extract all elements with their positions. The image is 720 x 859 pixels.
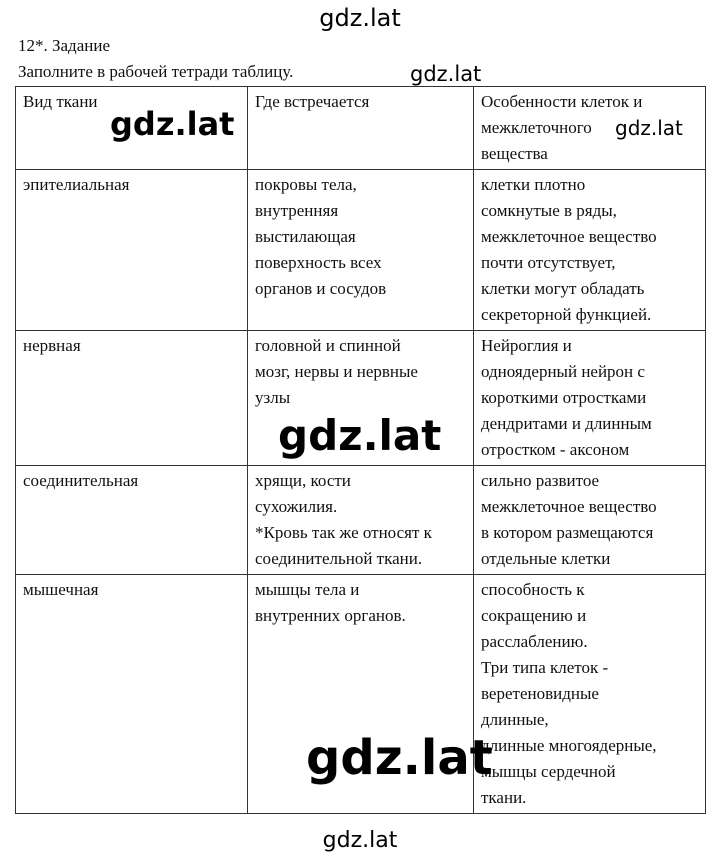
cell-text-line: длинные многоядерные, — [481, 736, 657, 755]
location-cell — [248, 466, 474, 575]
cell-text-line: органов и сосудов — [255, 279, 387, 298]
cell-text-line: сильно развитое — [481, 471, 600, 490]
cell-text-line: Три типа клеток - — [481, 658, 609, 677]
tissue-type-cell — [16, 170, 248, 331]
table-row — [16, 466, 706, 575]
cell-text-line: *Кровь так же относят к — [255, 523, 432, 542]
cell-text-line: отростком - аксоном — [481, 440, 630, 459]
tissue-type-cell — [16, 575, 248, 814]
cell-text-line: вещества — [481, 144, 548, 163]
cell-text-line: одноядерный нейрон с — [481, 362, 645, 381]
watermark-column-3: gdz.lat — [615, 116, 683, 140]
tissue-type-cell — [16, 466, 248, 575]
cell-text-line: длинные, — [481, 710, 549, 729]
cell-text-line: соединительная — [23, 471, 139, 490]
features-cell — [474, 575, 706, 814]
location-cell — [248, 170, 474, 331]
cell-text-line: мышечная — [23, 580, 99, 599]
watermark-bottom: gdz.lat — [322, 828, 398, 853]
cell-text-line: почти отсутствует, — [481, 253, 616, 272]
features-cell — [474, 331, 706, 466]
cell-text-line: ткани. — [481, 788, 527, 807]
cell-text-line: покровы тела, — [255, 175, 357, 194]
features-cell — [474, 170, 706, 331]
cell-text-line: отдельные клетки — [481, 549, 611, 568]
cell-text-line: соединительной ткани. — [255, 549, 423, 568]
cell-text-line: узлы — [255, 388, 291, 407]
cell-text-line: сухожилия. — [255, 497, 338, 516]
features-cell — [474, 466, 706, 575]
watermark-middle: gdz.lat — [278, 411, 442, 460]
cell-text-line: расслаблению. — [481, 632, 588, 651]
cell-text-line: сомкнутые в ряды, — [481, 201, 617, 220]
cell-text-line: в котором размещаются — [481, 523, 654, 542]
cell-text-line: Нейроглия и — [481, 336, 572, 355]
location-cell — [248, 87, 474, 170]
cell-text-line: клетки плотно — [481, 175, 586, 194]
cell-text-line: внутренняя — [255, 201, 339, 220]
watermark-top: gdz.lat — [319, 4, 401, 32]
cell-text-line: веретеновидные — [481, 684, 599, 703]
cell-text-line: Где встречается — [255, 92, 370, 111]
cell-text-line: Особенности клеток и — [481, 92, 643, 111]
cell-text-line: сокращению и — [481, 606, 587, 625]
cell-text-line: головной и спинной — [255, 336, 401, 355]
cell-text-line: способность к — [481, 580, 585, 599]
cell-text-line: мозг, нервы и нервные — [255, 362, 418, 381]
cell-text-line: Вид ткани — [23, 92, 98, 111]
cell-text-line: хрящи, кости — [255, 471, 351, 490]
cell-text-line: клетки могут обладать — [481, 279, 645, 298]
watermark-header: gdz.lat — [410, 62, 482, 86]
tissue-type-cell — [16, 331, 248, 466]
cell-text-line: поверхность всех — [255, 253, 382, 272]
table-row — [16, 170, 706, 331]
cell-text-line: межклеточное вещество — [481, 227, 657, 246]
cell-text-line: межклеточного — [481, 118, 592, 137]
cell-text-line: короткими отростками — [481, 388, 647, 407]
cell-text-line: мышцы тела и — [255, 580, 360, 599]
cell-text-line: эпителиальная — [23, 175, 130, 194]
cell-text-line: нервная — [23, 336, 81, 355]
cell-text-line: выстилающая — [255, 227, 356, 246]
task-instruction: Заполните в рабочей тетради таблицу. — [18, 62, 294, 81]
cell-text-line: дендритами и длинным — [481, 414, 652, 433]
cell-text-line: внутренних органов. — [255, 606, 406, 625]
watermark-lower: gdz.lat — [306, 730, 493, 786]
watermark-table-header: gdz.lat — [110, 105, 235, 143]
cell-text-line: мышцы сердечной — [481, 762, 616, 781]
cell-text-line: межклеточное вещество — [481, 497, 657, 516]
cell-text-line: секреторной функцией. — [481, 305, 652, 324]
task-number: 12*. Задание — [18, 36, 110, 55]
